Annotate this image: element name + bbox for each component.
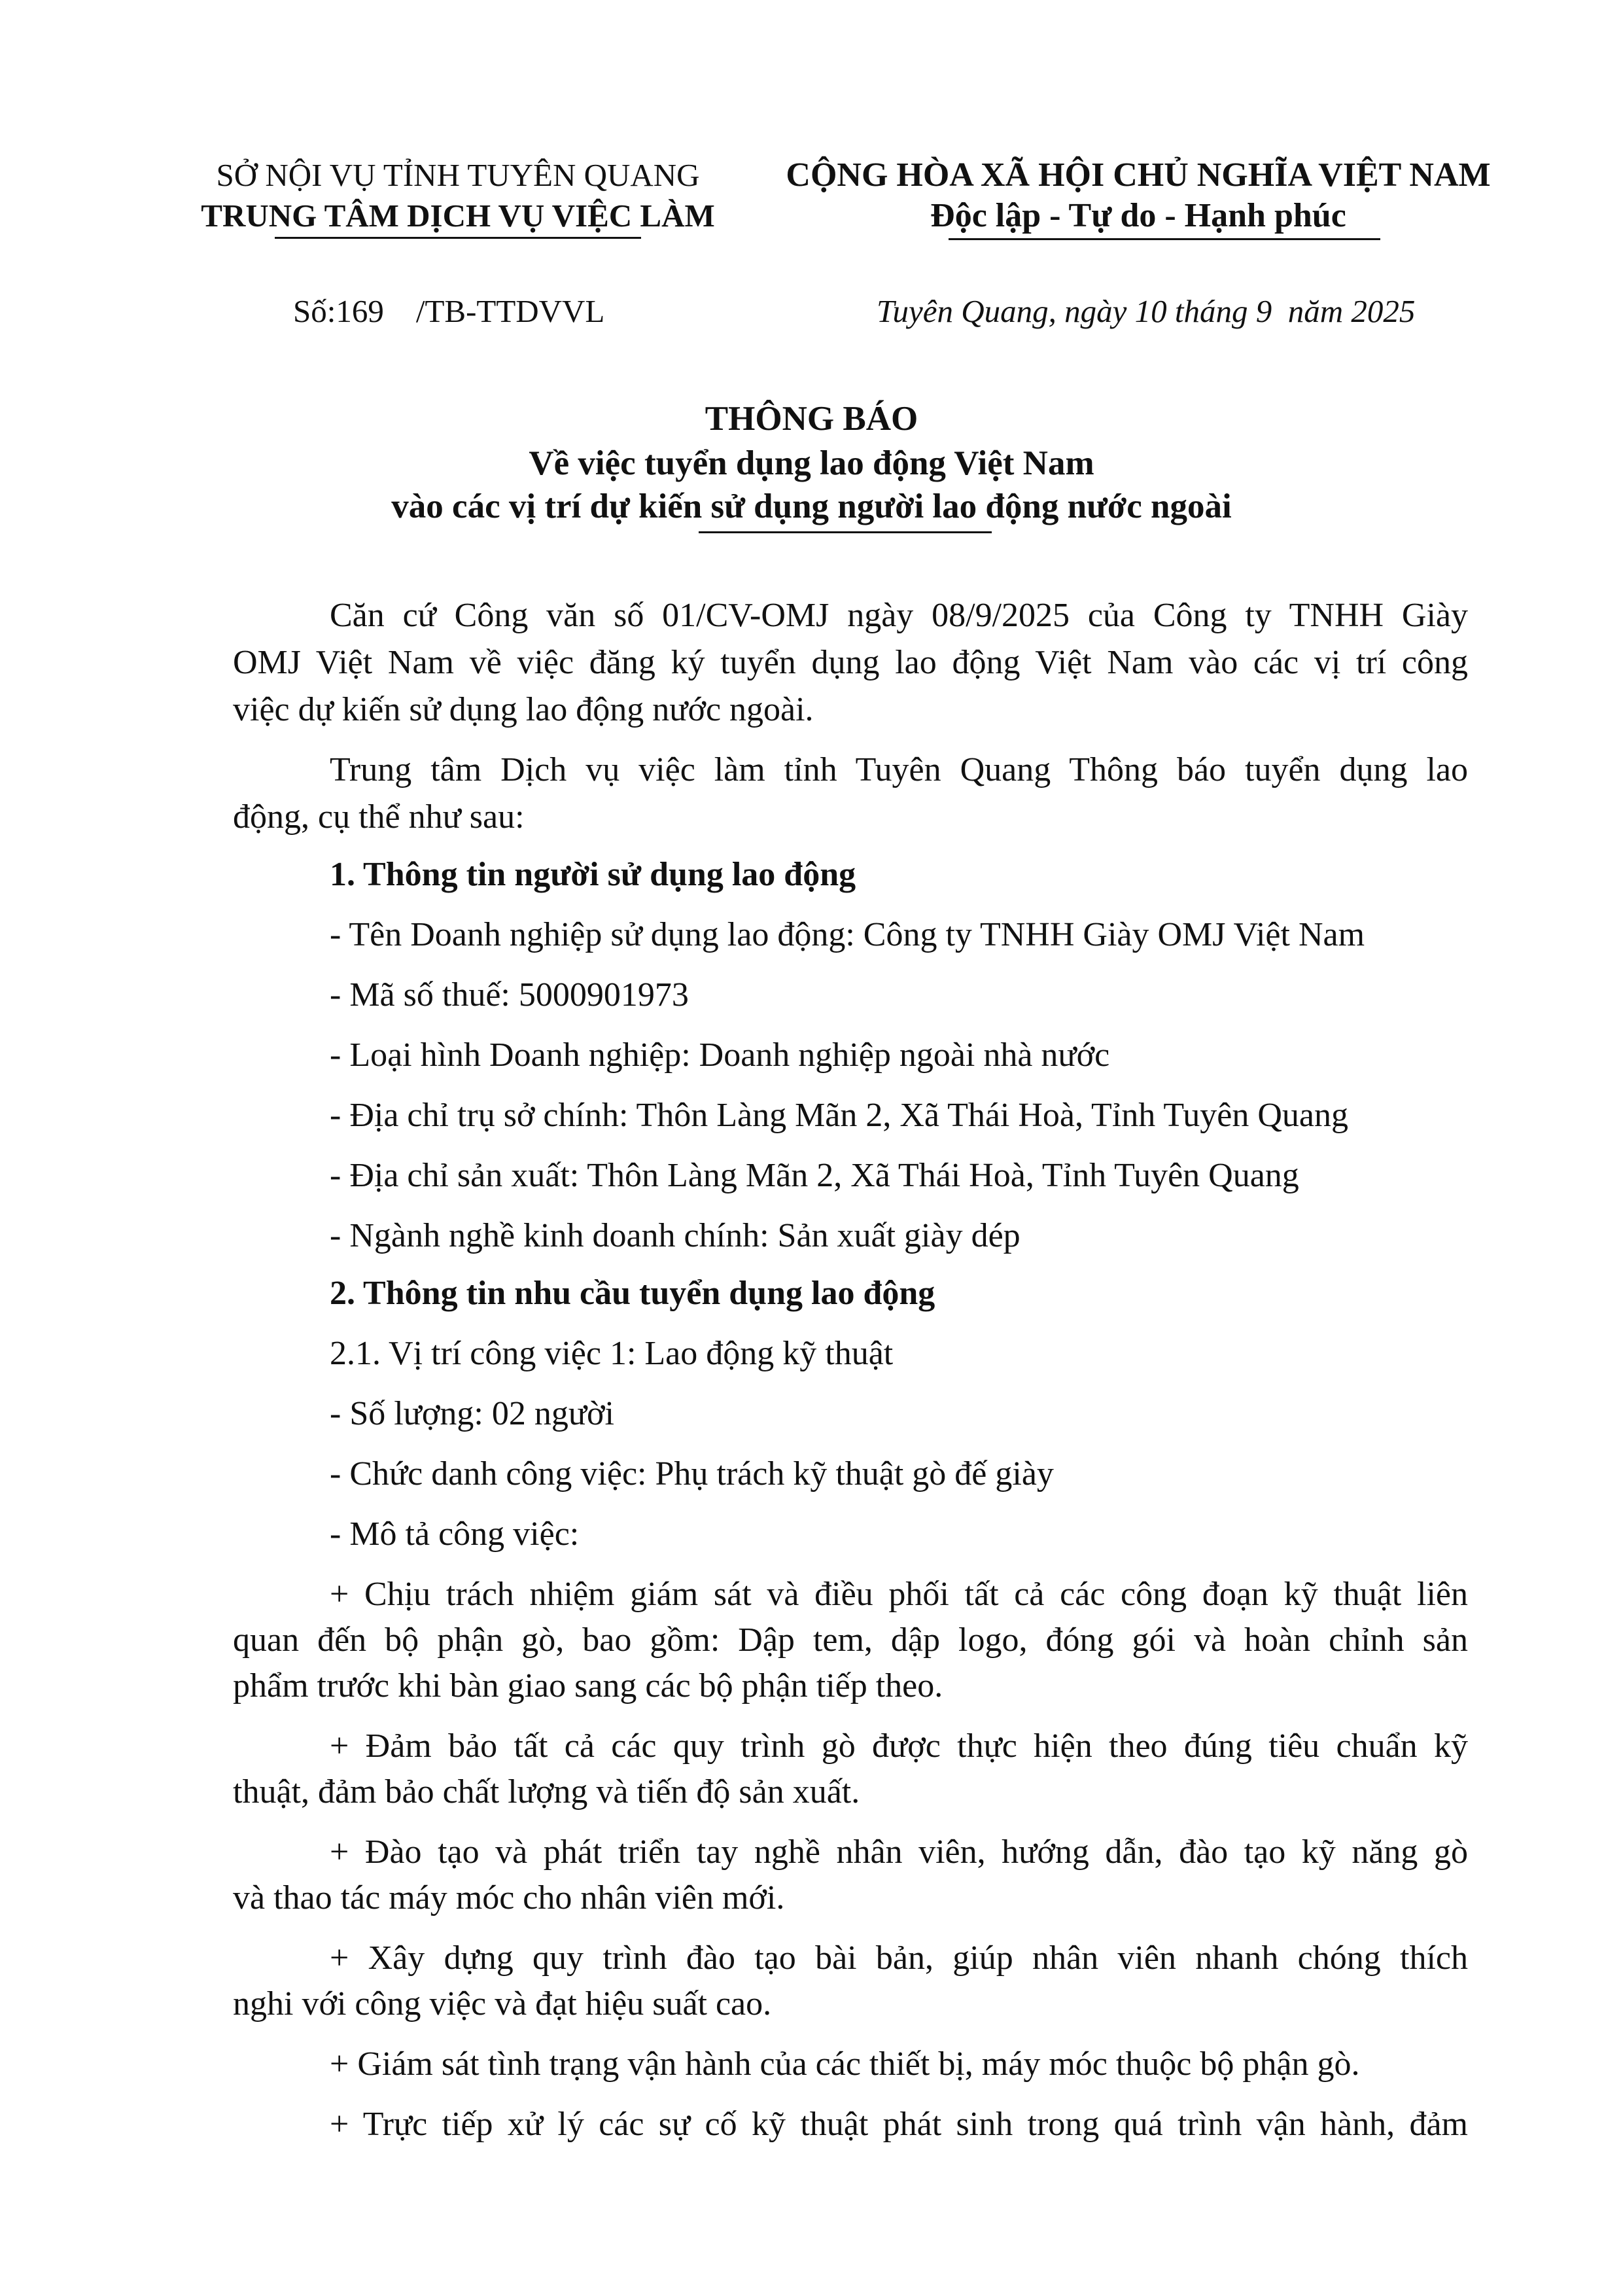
main-industry: - Ngành nghề kinh doanh chính: Sản xuất giày dép [330, 1217, 1021, 1254]
section-1-heading: 1. Thông tin người sử dụng lao động [330, 856, 856, 893]
position-1-quantity: - Số lượng: 02 người [330, 1395, 614, 1432]
paragraph-1-line-1: Căn cứ Công văn số 01/CV-OMJ ngày 08/9/2025 của Công ty TNHH Giày [330, 597, 1468, 634]
position-1-role: - Chức danh công việc: Phụ trách kỹ thuật gò đế giày [330, 1455, 1054, 1492]
duty-2-line-2: thuật, đảm bảo chất lượng và tiến độ sản xuất. [233, 1773, 860, 1810]
document-number: Số:169 /TB-TTDVVL [293, 293, 605, 329]
office-underline [275, 237, 641, 239]
section-2-heading: 2. Thông tin nhu cầu tuyển dụng lao động [330, 1275, 935, 1312]
duty-5: + Giám sát tình trạng vận hành của các thiết bị, máy móc thuộc bộ phận gò. [330, 2045, 1360, 2083]
motto: Độc lập - Tự do - Hạnh phúc [930, 197, 1346, 234]
duty-4-line-1: + Xây dựng quy trình đào tạo bài bản, giúp nhân viên nhanh chóng thích [330, 1939, 1468, 1977]
enterprise-type: - Loại hình Doanh nghiệp: Doanh nghiệp ngoài nhà nước [330, 1036, 1110, 1074]
duty-1-line-2: quan đến bộ phận gò, bao gồm: Dập tem, dập logo, đóng gói và hoàn chỉnh sản [233, 1621, 1468, 1659]
duty-1-line-1: + Chịu trách nhiệm giám sát và điều phối tất cả các công đoạn kỹ thuật liên [330, 1576, 1468, 1613]
place-date: Tuyên Quang, ngày 10 tháng 9 năm 2025 [877, 293, 1416, 329]
position-1-title: 2.1. Vị trí công việc 1: Lao động kỹ thuật [330, 1335, 894, 1372]
tax-code: - Mã số thuế: 5000901973 [330, 976, 689, 1014]
duty-1-line-3: phẩm trước khi bàn giao sang các bộ phận tiếp theo. [233, 1667, 943, 1704]
position-1-description-label: - Mô tả công việc: [330, 1515, 580, 1553]
duty-6-line-1: + Trực tiếp xử lý các sự cố kỹ thuật phát sinh trong quá trình vận hành, đảm [330, 2106, 1468, 2143]
duty-4-line-2: nghi với công việc và đạt hiệu suất cao. [233, 1985, 772, 2022]
paragraph-2-line-2: động, cụ thể như sau: [233, 798, 525, 836]
title-subject-line2: vào các vị trí dự kiến sử dụng người lao động nước ngoài [391, 487, 1232, 525]
paragraph-1-line-3: việc dự kiến sử dụng lao động nước ngoài. [233, 691, 814, 728]
production-address: - Địa chỉ sản xuất: Thôn Làng Mãn 2, Xã Thái Hoà, Tỉnh Tuyên Quang [330, 1157, 1299, 1194]
nation-name: CỘNG HÒA XÃ HỘI CHỦ NGHĨA VIỆT NAM [786, 156, 1491, 194]
title-underline [699, 531, 992, 533]
head-office-address: - Địa chỉ trụ sở chính: Thôn Làng Mãn 2, Xã Thái Hoà, Tỉnh Tuyên Quang [330, 1097, 1348, 1134]
title-subject-line1: Về việc tuyển dụng lao động Việt Nam [529, 444, 1094, 482]
paragraph-2-line-1: Trung tâm Dịch vụ việc làm tỉnh Tuyên Quang Thông báo tuyển dụng lao [330, 751, 1468, 788]
motto-underline [949, 238, 1380, 240]
duty-3-line-1: + Đào tạo và phát triển tay nghề nhân viên, hướng dẫn, đào tạo kỹ năng gò [330, 1833, 1468, 1871]
paragraph-1-line-2: OMJ Việt Nam về việc đăng ký tuyển dụng lao động Việt Nam vào các vị trí công [233, 644, 1468, 681]
office-name: TRUNG TÂM DỊCH VỤ VIỆC LÀM [201, 198, 715, 234]
duty-2-line-1: + Đảm bảo tất cả các quy trình gò được thực hiện theo đúng tiêu chuẩn kỹ [330, 1727, 1468, 1765]
document-title: THÔNG BÁO [705, 400, 918, 438]
company-name: - Tên Doanh nghiệp sử dụng lao động: Công ty TNHH Giày OMJ Việt Nam [330, 916, 1365, 953]
duty-3-line-2: và thao tác máy móc cho nhân viên mới. [233, 1879, 785, 1916]
agency-name: SỞ NỘI VỤ TỈNH TUYÊN QUANG [216, 157, 700, 193]
